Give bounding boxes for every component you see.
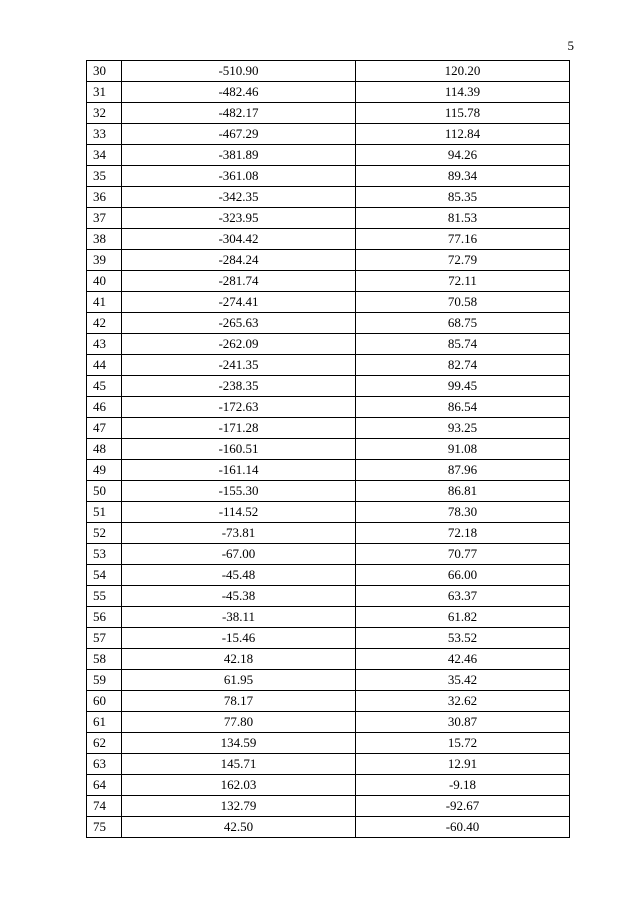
row-index-cell: 47: [87, 418, 122, 439]
row-index-cell: 33: [87, 124, 122, 145]
row-index-cell: 38: [87, 229, 122, 250]
row-index-cell: 75: [87, 817, 122, 838]
row-index-cell: 30: [87, 61, 122, 82]
table-row: [87, 124, 570, 145]
value-cell-b: 35.42: [356, 670, 570, 691]
value-cell-a: -281.74: [122, 271, 356, 292]
value-cell-b: 87.96: [356, 460, 570, 481]
value-cell-b: 99.45: [356, 376, 570, 397]
value-cell-a: -274.41: [122, 292, 356, 313]
value-cell-b: 85.74: [356, 334, 570, 355]
row-index-cell: 35: [87, 166, 122, 187]
row-index-cell: 48: [87, 439, 122, 460]
table-row: [87, 187, 570, 208]
table-row: [87, 502, 570, 523]
table-row: [87, 628, 570, 649]
table-row: [87, 523, 570, 544]
value-cell-b: 78.30: [356, 502, 570, 523]
row-index-cell: 45: [87, 376, 122, 397]
value-cell-a: -15.46: [122, 628, 356, 649]
value-cell-a: -510.90: [122, 61, 356, 82]
table-row: [87, 796, 570, 817]
value-cell-b: 66.00: [356, 565, 570, 586]
value-cell-b: 53.52: [356, 628, 570, 649]
row-index-cell: 46: [87, 397, 122, 418]
value-cell-a: -284.24: [122, 250, 356, 271]
row-index-cell: 36: [87, 187, 122, 208]
value-cell-b: 120.20: [356, 61, 570, 82]
value-cell-a: -323.95: [122, 208, 356, 229]
value-cell-b: 70.77: [356, 544, 570, 565]
value-cell-a: 78.17: [122, 691, 356, 712]
value-cell-b: 93.25: [356, 418, 570, 439]
value-cell-a: 145.71: [122, 754, 356, 775]
row-index-cell: 41: [87, 292, 122, 313]
value-cell-a: -304.42: [122, 229, 356, 250]
value-cell-a: -172.63: [122, 397, 356, 418]
value-cell-b: 112.84: [356, 124, 570, 145]
table-row: [87, 355, 570, 376]
value-cell-b: 91.08: [356, 439, 570, 460]
value-cell-a: -73.81: [122, 523, 356, 544]
value-cell-a: -241.35: [122, 355, 356, 376]
value-cell-b: 68.75: [356, 313, 570, 334]
table-row: [87, 103, 570, 124]
table-row: [87, 292, 570, 313]
value-cell-a: -160.51: [122, 439, 356, 460]
value-cell-b: 42.46: [356, 649, 570, 670]
value-cell-a: 162.03: [122, 775, 356, 796]
table-row: [87, 145, 570, 166]
table-row: [87, 817, 570, 838]
value-cell-b: 63.37: [356, 586, 570, 607]
value-cell-a: -482.17: [122, 103, 356, 124]
table-row: [87, 544, 570, 565]
table-row: [87, 208, 570, 229]
row-index-cell: 54: [87, 565, 122, 586]
value-cell-a: -361.08: [122, 166, 356, 187]
value-cell-b: 86.81: [356, 481, 570, 502]
value-cell-b: -60.40: [356, 817, 570, 838]
row-index-cell: 62: [87, 733, 122, 754]
row-index-cell: 61: [87, 712, 122, 733]
table-row: [87, 586, 570, 607]
row-index-cell: 43: [87, 334, 122, 355]
table-row: [87, 334, 570, 355]
row-index-cell: 58: [87, 649, 122, 670]
value-cell-b: 32.62: [356, 691, 570, 712]
value-cell-a: 61.95: [122, 670, 356, 691]
value-cell-a: -67.00: [122, 544, 356, 565]
row-index-cell: 60: [87, 691, 122, 712]
value-cell-b: 61.82: [356, 607, 570, 628]
value-cell-b: 82.74: [356, 355, 570, 376]
row-index-cell: 53: [87, 544, 122, 565]
value-cell-b: 70.58: [356, 292, 570, 313]
table-row: [87, 397, 570, 418]
value-cell-a: -262.09: [122, 334, 356, 355]
value-cell-a: 132.79: [122, 796, 356, 817]
value-cell-a: -45.48: [122, 565, 356, 586]
table-row: [87, 439, 570, 460]
value-cell-a: 77.80: [122, 712, 356, 733]
table-row: [87, 271, 570, 292]
value-cell-a: -482.46: [122, 82, 356, 103]
row-index-cell: 31: [87, 82, 122, 103]
data-table: [86, 60, 570, 838]
table-row: [87, 670, 570, 691]
row-index-cell: 52: [87, 523, 122, 544]
value-cell-b: -9.18: [356, 775, 570, 796]
value-cell-b: 72.11: [356, 271, 570, 292]
table-row: [87, 313, 570, 334]
row-index-cell: 34: [87, 145, 122, 166]
table-row: [87, 460, 570, 481]
table-row: [87, 376, 570, 397]
table-row: [87, 418, 570, 439]
row-index-cell: 57: [87, 628, 122, 649]
table-row: [87, 754, 570, 775]
value-cell-b: 30.87: [356, 712, 570, 733]
value-cell-b: 114.39: [356, 82, 570, 103]
table-row: [87, 691, 570, 712]
page-number: 5: [567, 38, 574, 53]
table-row: [87, 250, 570, 271]
value-cell-b: 72.79: [356, 250, 570, 271]
value-cell-a: 134.59: [122, 733, 356, 754]
value-cell-a: -45.38: [122, 586, 356, 607]
table-row: [87, 229, 570, 250]
value-cell-a: -38.11: [122, 607, 356, 628]
row-index-cell: 42: [87, 313, 122, 334]
table-row: [87, 565, 570, 586]
value-cell-a: -114.52: [122, 502, 356, 523]
table-row: [87, 775, 570, 796]
table-row: [87, 82, 570, 103]
table-row: [87, 607, 570, 628]
row-index-cell: 51: [87, 502, 122, 523]
row-index-cell: 44: [87, 355, 122, 376]
row-index-cell: 50: [87, 481, 122, 502]
row-index-cell: 37: [87, 208, 122, 229]
table-body: [87, 61, 570, 838]
value-cell-a: -381.89: [122, 145, 356, 166]
value-cell-b: 81.53: [356, 208, 570, 229]
row-index-cell: 63: [87, 754, 122, 775]
row-index-cell: 74: [87, 796, 122, 817]
row-index-cell: 64: [87, 775, 122, 796]
value-cell-b: 86.54: [356, 397, 570, 418]
value-cell-b: 89.34: [356, 166, 570, 187]
row-index-cell: 49: [87, 460, 122, 481]
row-index-cell: 40: [87, 271, 122, 292]
value-cell-a: -171.28: [122, 418, 356, 439]
value-cell-b: 15.72: [356, 733, 570, 754]
value-cell-b: 94.26: [356, 145, 570, 166]
value-cell-a: -342.35: [122, 187, 356, 208]
table-row: [87, 733, 570, 754]
value-cell-a: -467.29: [122, 124, 356, 145]
table-row: [87, 481, 570, 502]
value-cell-a: 42.18: [122, 649, 356, 670]
row-index-cell: 32: [87, 103, 122, 124]
row-index-cell: 59: [87, 670, 122, 691]
value-cell-a: -161.14: [122, 460, 356, 481]
value-cell-b: 72.18: [356, 523, 570, 544]
value-cell-a: -265.63: [122, 313, 356, 334]
value-cell-b: 115.78: [356, 103, 570, 124]
value-cell-b: 85.35: [356, 187, 570, 208]
value-cell-b: -92.67: [356, 796, 570, 817]
value-cell-a: -155.30: [122, 481, 356, 502]
row-index-cell: 56: [87, 607, 122, 628]
row-index-cell: 55: [87, 586, 122, 607]
table-row: [87, 166, 570, 187]
value-cell-b: 12.91: [356, 754, 570, 775]
table-row: [87, 712, 570, 733]
table-row: [87, 61, 570, 82]
value-cell-b: 77.16: [356, 229, 570, 250]
table-row: [87, 649, 570, 670]
value-cell-a: 42.50: [122, 817, 356, 838]
value-cell-a: -238.35: [122, 376, 356, 397]
row-index-cell: 39: [87, 250, 122, 271]
